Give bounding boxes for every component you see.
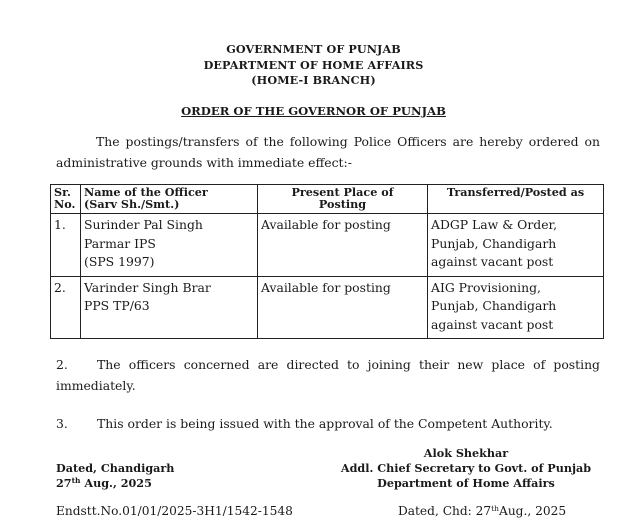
header-present-posting — [258, 185, 428, 214]
intro-line-1: The postings/transfers of the following Police Officers are hereby ordered on — [96, 134, 600, 149]
header-present-line2: Posting — [318, 197, 367, 211]
table-row — [51, 214, 604, 277]
table-header-row — [51, 185, 604, 214]
header-transferred-posted — [428, 185, 604, 214]
header-transferred-text: Transferred/Posted as — [446, 185, 585, 199]
endorsement-date — [398, 504, 566, 518]
dated-place: Dated, Chandigarh — [56, 461, 175, 475]
posted-line: AIG Provisioning, — [431, 279, 541, 295]
header-officer-name — [81, 185, 258, 214]
cell-sr: 2. — [51, 276, 81, 339]
intro-line-2: administrative grounds with immediate effect:- — [56, 155, 352, 170]
posted-line: Punjab, Chandigarh — [431, 235, 557, 251]
endorsement-date-suffix: th — [491, 504, 500, 513]
name-line: Varinder Singh Brar — [84, 279, 211, 295]
para-3-text: This order is being issued with the approval of the Competent Authority. — [97, 416, 553, 431]
para-3-number: 3. — [56, 416, 68, 431]
name-line: Parmar IPS — [84, 235, 156, 251]
header-present-line1: Present Place of — [291, 185, 394, 199]
endorsement-date-prefix: Dated, Chd: 27 — [398, 504, 492, 518]
order-title: ORDER OF THE GOVERNOR OF PUNJAB — [181, 104, 446, 118]
para-3 — [56, 413, 600, 434]
posted-line: ADGP Law & Order, — [431, 217, 558, 232]
header-sr-line2: No. — [54, 197, 76, 211]
dated-day: 27 — [56, 476, 72, 490]
para-2-line-2: immediately. — [56, 378, 136, 393]
signatory-name: Alok Shekhar — [423, 446, 509, 460]
signatory-department: Department of Home Affairs — [377, 476, 555, 490]
dated-date — [56, 476, 152, 490]
header-branch: (HOME-I BRANCH) — [251, 73, 376, 87]
name-line: (SPS 1997) — [84, 254, 155, 269]
cell-officer-name — [81, 214, 258, 277]
signatory-designation: Addl. Chief Secretary to Govt. of Punjab — [340, 461, 592, 475]
endorsement-date-rest: Aug., 2025 — [499, 504, 567, 518]
cell-present-posting: Available for posting — [258, 276, 428, 339]
table-row — [51, 276, 604, 339]
posted-line: against vacant post — [431, 254, 554, 269]
header-name-line1: Name of the Officer — [84, 185, 208, 199]
dated-day-suffix: th — [71, 476, 81, 485]
header-government: GOVERNMENT OF PUNJAB — [226, 42, 401, 56]
header-sr-line1: Sr. — [54, 185, 71, 199]
cell-posted-as — [428, 214, 604, 277]
header-sr-no — [51, 185, 81, 214]
name-line: Surinder Pal Singh — [84, 217, 203, 232]
cell-sr: 1. — [51, 214, 81, 277]
header-name-line2: (Sarv Sh./Smt.) — [84, 197, 180, 211]
para-2-line-1 — [56, 354, 600, 375]
header-department: DEPARTMENT OF HOME AFFAIRS — [203, 58, 424, 72]
posted-line: Punjab, Chandigarh — [431, 298, 557, 313]
cell-officer-name — [81, 276, 258, 339]
para-2-number: 2. — [56, 357, 68, 372]
cell-posted-as — [428, 276, 604, 339]
endorsement-number: Endstt.No.01/01/2025-3H1/1542-1548 — [56, 504, 293, 518]
name-line: PPS TP/63 — [84, 298, 150, 313]
cell-present-posting: Available for posting — [258, 214, 428, 277]
posted-line: against vacant post — [431, 316, 554, 332]
para-2-text: The officers concerned are directed to joining their new place of posting — [97, 357, 600, 372]
dated-month-year: Aug., 2025 — [84, 476, 152, 490]
postings-table — [50, 184, 604, 339]
